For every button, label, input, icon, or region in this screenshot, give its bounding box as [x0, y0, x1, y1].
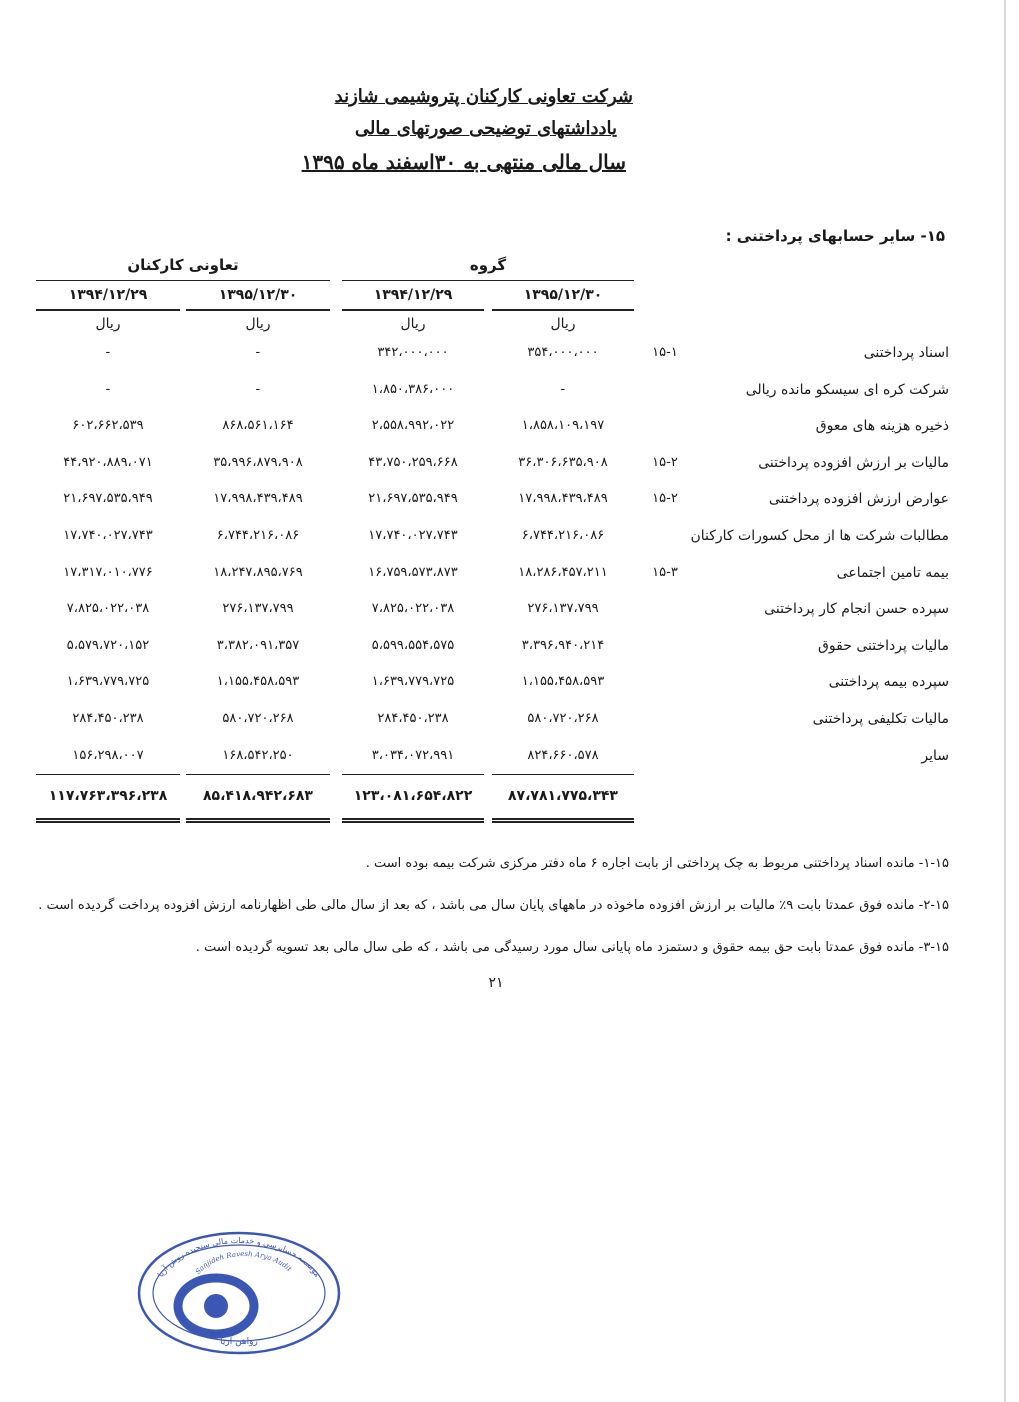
table-row	[0, 638, 1019, 662]
table-row	[0, 345, 1019, 369]
row-label: مالیات بر ارزش افزوده پرداختنی	[758, 455, 949, 471]
row-value: ۵،۵۹۹،۵۵۴،۵۷۵	[371, 638, 455, 653]
row-value: -	[560, 382, 566, 397]
header-rule	[186, 309, 330, 311]
group-underline	[342, 280, 634, 281]
double-rule	[342, 818, 484, 823]
total-rule	[492, 774, 634, 775]
row-value: ۱۷،۷۴۰،۰۲۷،۷۴۳	[63, 528, 153, 543]
column-unit: ریال	[550, 316, 576, 332]
row-value: ۳،۰۳۴،۰۷۲،۹۹۱	[371, 748, 455, 763]
svg-text:Sanjideh Ravesh Arya Audit	[194, 1250, 293, 1276]
double-rule	[186, 818, 330, 823]
column-date: ۱۳۹۵/۱۲/۳۰	[218, 287, 298, 303]
table-row	[0, 565, 1019, 589]
row-value: -	[255, 382, 261, 397]
period-title: سال مالی منتهی به ۳۰اسفند ماه ۱۳۹۵	[301, 150, 626, 174]
row-value: ۱۷،۷۴۰،۰۲۷،۷۴۳	[368, 528, 458, 543]
row-value: ۷،۸۲۵،۰۲۲،۰۳۸	[371, 601, 455, 616]
page-number: ۲۱	[488, 975, 504, 991]
total-value: ۱۱۷،۷۶۳،۳۹۶،۲۳۸	[48, 788, 168, 804]
row-value: ۴۳،۷۵۰،۲۵۹،۶۶۸	[368, 455, 458, 470]
row-value: ۲۸۴،۴۵۰،۲۳۸	[72, 711, 144, 726]
stamp-bottom-text: رواهن آریا	[220, 1337, 258, 1347]
row-label: سپرده حسن انجام کار پرداختنی	[764, 601, 949, 617]
row-value: ۶،۷۴۴،۲۱۶،۰۸۶	[521, 528, 605, 543]
table-row	[0, 601, 1019, 625]
row-value: ۱،۶۳۹،۷۷۹،۷۲۵	[66, 674, 150, 689]
row-value: ۶،۷۴۴،۲۱۶،۰۸۶	[216, 528, 300, 543]
row-label: سایر	[921, 748, 949, 764]
footnote: ۱-۱۵- مانده اسناد پرداختنی مربوط به چک پرداختی از بابت اجاره ۶ ماه دفتر مرکزی شرکت بیمه بوده است .	[365, 856, 949, 871]
row-value: ۵،۵۷۹،۷۲۰،۱۵۲	[66, 638, 150, 653]
total-rule	[186, 774, 330, 775]
row-note-ref: ۱۵-۲	[652, 455, 678, 470]
row-value: ۳،۳۹۶،۹۴۰،۲۱۴	[521, 638, 605, 653]
column-date: ۱۳۹۴/۱۲/۲۹	[68, 287, 148, 303]
total-value: ۸۵،۴۱۸،۹۴۲،۶۸۳	[203, 788, 313, 804]
row-note-ref: ۱۵-۲	[652, 491, 678, 506]
table-row	[0, 418, 1019, 442]
stamp-text-en: Sanjideh Ravesh Arya Audit	[193, 1250, 294, 1276]
row-value: ۱۸،۲۴۷،۸۹۵،۷۶۹	[213, 565, 303, 580]
group-underline	[36, 280, 330, 281]
row-label: مالیات پرداختنی حقوق	[818, 638, 949, 654]
section-title: ۱۵- سایر حسابهای پرداختنی :	[725, 227, 945, 245]
row-value: ۱،۱۵۵،۴۵۸،۵۹۳	[216, 674, 300, 689]
row-value: ۱۷،۹۹۸،۴۳۹،۴۸۹	[518, 491, 608, 506]
table-row	[0, 455, 1019, 479]
row-value: ۶۰۲،۶۶۲،۵۳۹	[72, 418, 144, 433]
total-value: ۸۷،۷۸۱،۷۷۵،۳۴۳	[508, 788, 618, 804]
column-date: ۱۳۹۵/۱۲/۳۰	[523, 287, 603, 303]
row-value: ۲۸۴،۴۵۰،۲۳۸	[377, 711, 449, 726]
row-value: ۲،۵۵۸،۹۹۲،۰۲۲	[371, 418, 455, 433]
column-unit: ریال	[245, 316, 271, 332]
total-rule	[342, 774, 484, 775]
table-row	[0, 382, 1019, 406]
column-unit: ریال	[400, 316, 426, 332]
row-value: ۸۲۴،۶۶۰،۵۷۸	[527, 748, 599, 763]
row-value: ۲۱،۶۹۷،۵۳۵،۹۴۹	[63, 491, 153, 506]
double-rule	[36, 818, 180, 823]
row-note-ref: ۱۵-۳	[652, 565, 678, 580]
row-value: ۷،۸۲۵،۰۲۲،۰۳۸	[66, 601, 150, 616]
row-value: ۱۸،۲۸۶،۴۵۷،۲۱۱	[518, 565, 608, 580]
row-value: ۴۴،۹۲۰،۸۸۹،۰۷۱	[63, 455, 153, 470]
group-header-coop: تعاونی کارکنان	[127, 256, 239, 274]
row-value: -	[255, 345, 261, 360]
row-value: ۱۶۸،۵۴۲،۲۵۰	[222, 748, 294, 763]
row-value: -	[105, 382, 111, 397]
row-label: شرکت کره ای سیسکو مانده ریالی	[745, 382, 949, 398]
row-value: ۳،۳۸۲،۰۹۱،۳۵۷	[216, 638, 300, 653]
total-value: ۱۲۳،۰۸۱،۶۵۴،۸۲۲	[353, 788, 473, 804]
column-unit: ریال	[95, 316, 121, 332]
row-value: ۲۷۶،۱۳۷،۷۹۹	[527, 601, 599, 616]
row-value: ۲۱،۶۹۷،۵۳۵،۹۴۹	[368, 491, 458, 506]
header-rule	[492, 309, 634, 311]
stamp-text-fa: موسسه حسابرسی و خدمات مالی سنجیده روش آریا	[156, 1235, 322, 1279]
row-value: ۵۸۰،۷۲۰،۲۶۸	[222, 711, 294, 726]
table-row	[0, 674, 1019, 698]
row-value: ۲۷۶،۱۳۷،۷۹۹	[222, 601, 294, 616]
row-label: سپرده بیمه پرداختنی	[828, 674, 949, 690]
company-title: شرکت تعاونی کارکنان پتروشیمی شازند	[334, 86, 633, 107]
total-rule	[36, 774, 180, 775]
row-value: -	[105, 345, 111, 360]
row-label: بیمه تامین اجتماعی	[836, 565, 949, 581]
header-rule	[342, 309, 484, 311]
row-value: ۱،۱۵۵،۴۵۸،۵۹۳	[521, 674, 605, 689]
row-value: ۳۴۲،۰۰۰،۰۰۰	[377, 345, 449, 360]
row-value: ۵۸۰،۷۲۰،۲۶۸	[527, 711, 599, 726]
table-row	[0, 528, 1019, 552]
row-value: ۸۶۸،۵۶۱،۱۶۴	[222, 418, 294, 433]
row-label: ذخیره هزینه های معوق	[815, 418, 949, 434]
table-row	[0, 711, 1019, 735]
group-header-group: گروه	[469, 256, 507, 274]
row-label: عوارض ارزش افزوده پرداختنی	[768, 491, 949, 507]
page-edge	[1004, 0, 1006, 1402]
row-label: مطالبات شرکت ها از محل کسورات کارکنان	[690, 528, 949, 544]
table-row	[0, 748, 1019, 772]
row-value: ۱،۸۵۸،۱۰۹،۱۹۷	[521, 418, 605, 433]
footnote: ۳-۱۵- مانده فوق عمدتا بابت حق بیمه حقوق و دستمزد ماه پایانی سال مورد رسیدگی می باشد ، که طی سال مالی بعد تسویه گردیده است .	[195, 940, 949, 955]
double-rule	[492, 818, 634, 823]
auditor-stamp	[134, 1228, 344, 1358]
row-value: ۱۷،۹۹۸،۴۳۹،۴۸۹	[213, 491, 303, 506]
footnote: ۲-۱۵- مانده فوق عمدتا بابت ۹٪ مالیات بر ارزش افزوده ماخوذه در ماههای پایان سال می باشد ، که بعد از سال مالی طی اظهارنامه ارزش افزوده پرداخت گردیده است .	[38, 898, 949, 913]
row-value: ۱،۶۳۹،۷۷۹،۷۲۵	[371, 674, 455, 689]
row-value: ۳۵،۹۹۶،۸۷۹،۹۰۸	[213, 455, 303, 470]
report-subtitle: یادداشتهای توضیحی صورتهای مالی	[354, 118, 617, 139]
column-date: ۱۳۹۴/۱۲/۲۹	[373, 287, 453, 303]
row-value: ۱،۸۵۰،۳۸۶،۰۰۰	[371, 382, 455, 397]
header-rule	[36, 309, 180, 311]
row-value: ۳۵۴،۰۰۰،۰۰۰	[527, 345, 599, 360]
row-value: ۱۵۶،۲۹۸،۰۰۷	[72, 748, 144, 763]
row-label: اسناد پرداختنی	[863, 345, 949, 361]
row-label: مالیات تکلیفی پرداختنی	[812, 711, 949, 727]
table-row	[0, 491, 1019, 515]
row-value: ۱۶،۷۵۹،۵۷۳،۸۷۳	[368, 565, 458, 580]
row-value: ۱۷،۳۱۷،۰۱۰،۷۷۶	[63, 565, 153, 580]
row-value: ۳۶،۳۰۶،۶۳۵،۹۰۸	[518, 455, 608, 470]
row-note-ref: ۱۵-۱	[652, 345, 678, 360]
